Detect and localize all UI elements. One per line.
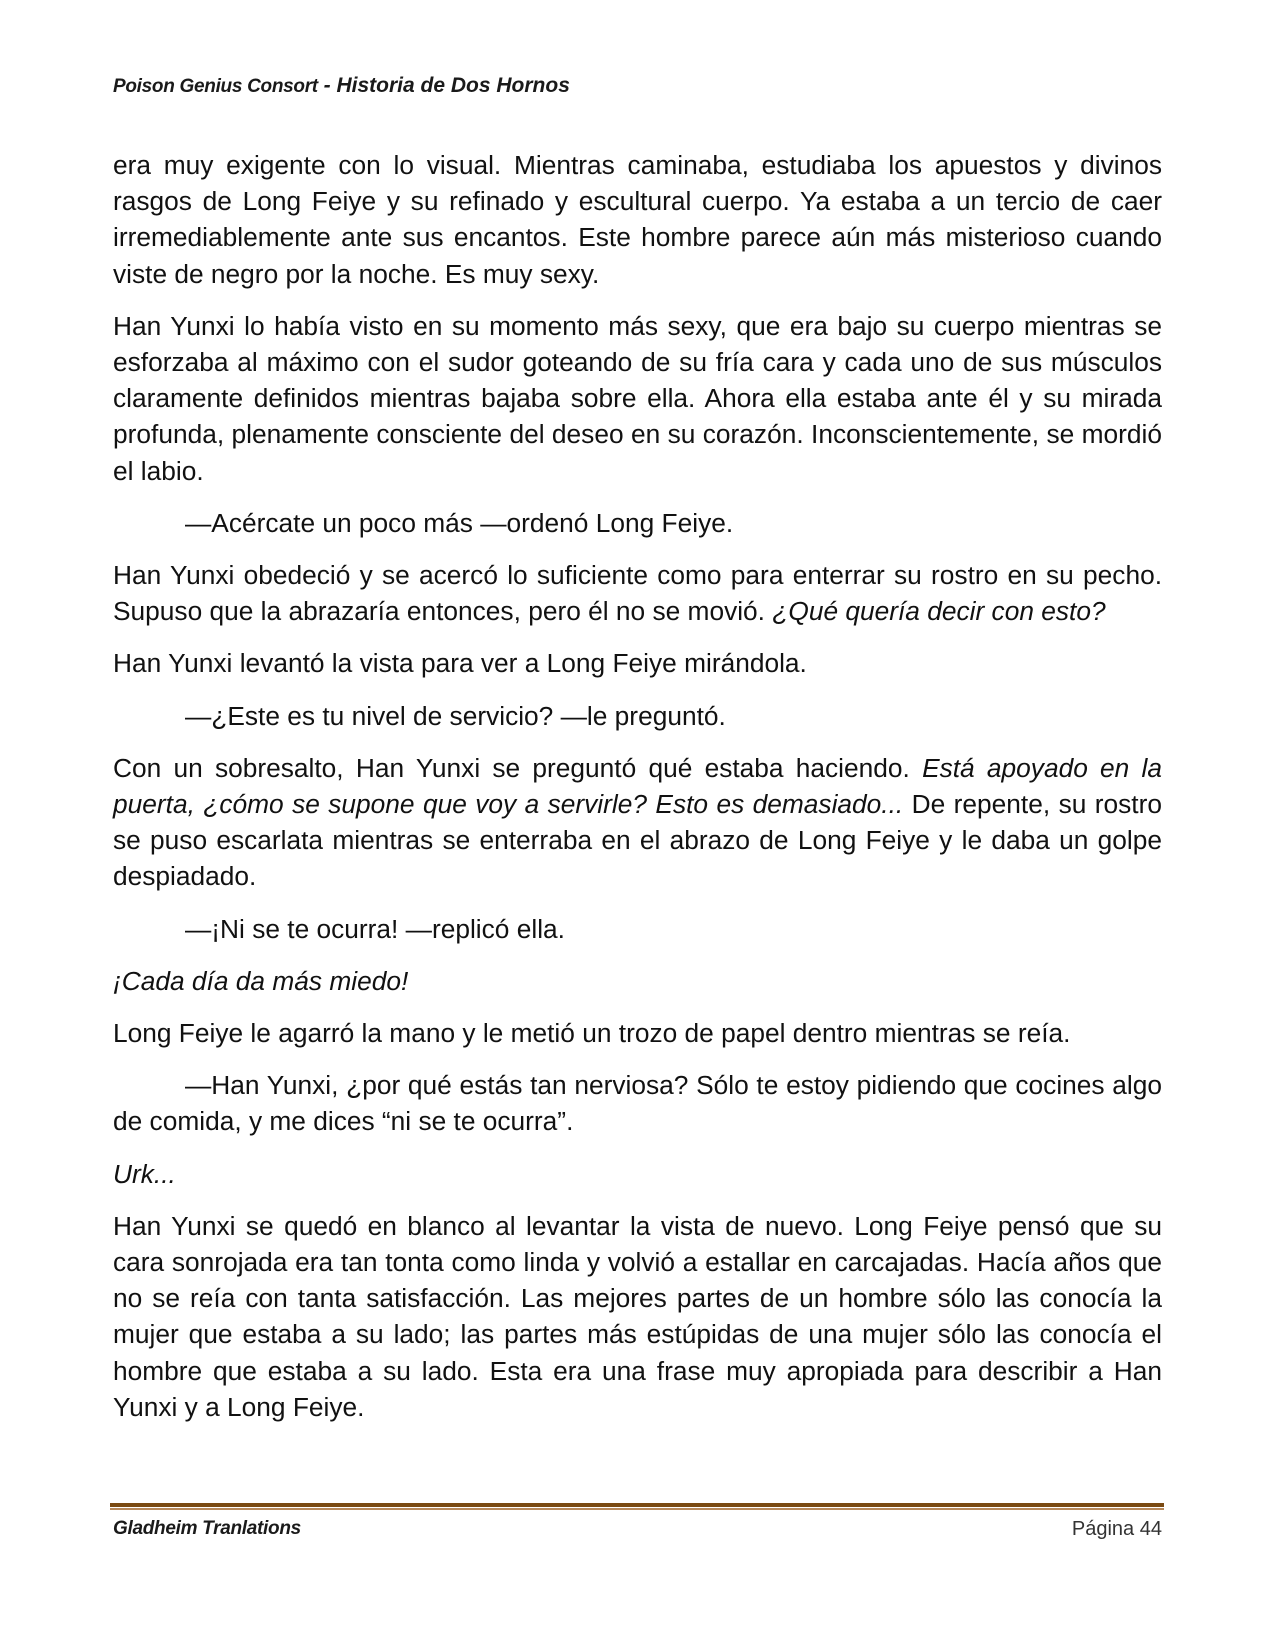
inner-thought-paragraph [113,1156,1162,1192]
dialog-line: —Acércate un poco más —ordenó Long Feiye. [185,507,734,538]
header-series-title: Poison Genius Consort [113,76,318,97]
header-chapter-title: Historia de Dos Hornos [336,74,570,97]
paragraph: Han Yunxi se quedó en blanco al levantar la vista de nuevo. Long Feiye pensó que su cara sonrojada era tan tonta como linda y volvió a estallar en carcajadas. Hacía años que no se reía con tanta satisfacción. Las mejores partes de un hombre sólo las conocía la mujer que estaba a su lado; las partes más estúpidas de una mujer sólo las conocía el hombre que estaba a su lado. Esta era una frase muy apropiada para describir a Han Yunxi y a Long Feiye. [113,1210,1162,1422]
footer-divider [110,1503,1164,1510]
inner-thought: ¿Qué quería decir con esto? [772,596,1106,627]
paragraph-text: Han Yunxi obedeció y se acercó lo suficiente como para enterrar su rostro en su pecho. Supuso que la abrazaría entonces, pero él no se movió. [113,560,1162,627]
inner-thought-paragraph [113,963,1162,999]
paragraph-text: Con un sobresalto, Han Yunxi se preguntó qué estaba haciendo. [113,752,923,783]
paragraph [113,750,1162,895]
inner-thought: Urk... [113,1158,176,1189]
inner-thought: ¡Cada día da más miedo! [113,965,409,996]
chapter-body [113,147,1162,1441]
footer-credit: Gladheim Tranlations [113,1518,301,1539]
dialog-line: —Han Yunxi, ¿por qué estás tan nerviosa? Sólo te estoy pidiendo que cocines algo de comida, y me dices “ni se te ocurra”. [113,1070,1162,1137]
paragraph: Han Yunxi lo había visto en su momento más sexy, que era bajo su cuerpo mientras se esforzaba al máximo con el sudor goteando de su fría cara y cada uno de sus músculos claramente definidos mientras bajaba sobre ella. Ahora ella estaba ante él y su mirada profunda, plenamente consciente del deseo en su corazón. Inconscientemente, se mordió el labio. [113,310,1162,486]
paragraph: Long Feiye le agarró la mano y le metió un trozo de papel dentro mientras se reía. [113,1018,1071,1049]
page-header [113,74,570,98]
dialog-line: —¿Este es tu nivel de servicio? —le preguntó. [185,700,726,731]
page-label: Página [1071,1518,1135,1540]
paragraph [113,557,1162,629]
page-number-label [1072,1518,1162,1541]
header-separator: - [317,74,337,97]
paragraph: era muy exigente con lo visual. Mientras caminaba, estudiaba los apuestos y divinos rasgos de Long Feiye y su refinado y escultural cuerpo. Ya estaba a un tercio de caer irremediablemente ante sus encantos. Este hombre parece aún más misterioso cuando viste de negro por la noche. Es muy sexy. [113,150,1162,289]
page-number: 44 [1139,1518,1162,1540]
dialog-line: —¡Ni se te ocurra! —replicó ella. [185,913,565,944]
paragraph: Han Yunxi levantó la vista para ver a Long Feiye mirándola. [113,648,807,679]
inner-thought: Está apoyado en la puerta, ¿cómo se supone que voy a servirle? Esto es demasiado... [113,752,1163,820]
paragraph-text: De repente, su rostro se puso escarlata mientras se enterraba en el abrazo de Long Feiye y le daba un golpe despiadado. [113,789,1162,892]
